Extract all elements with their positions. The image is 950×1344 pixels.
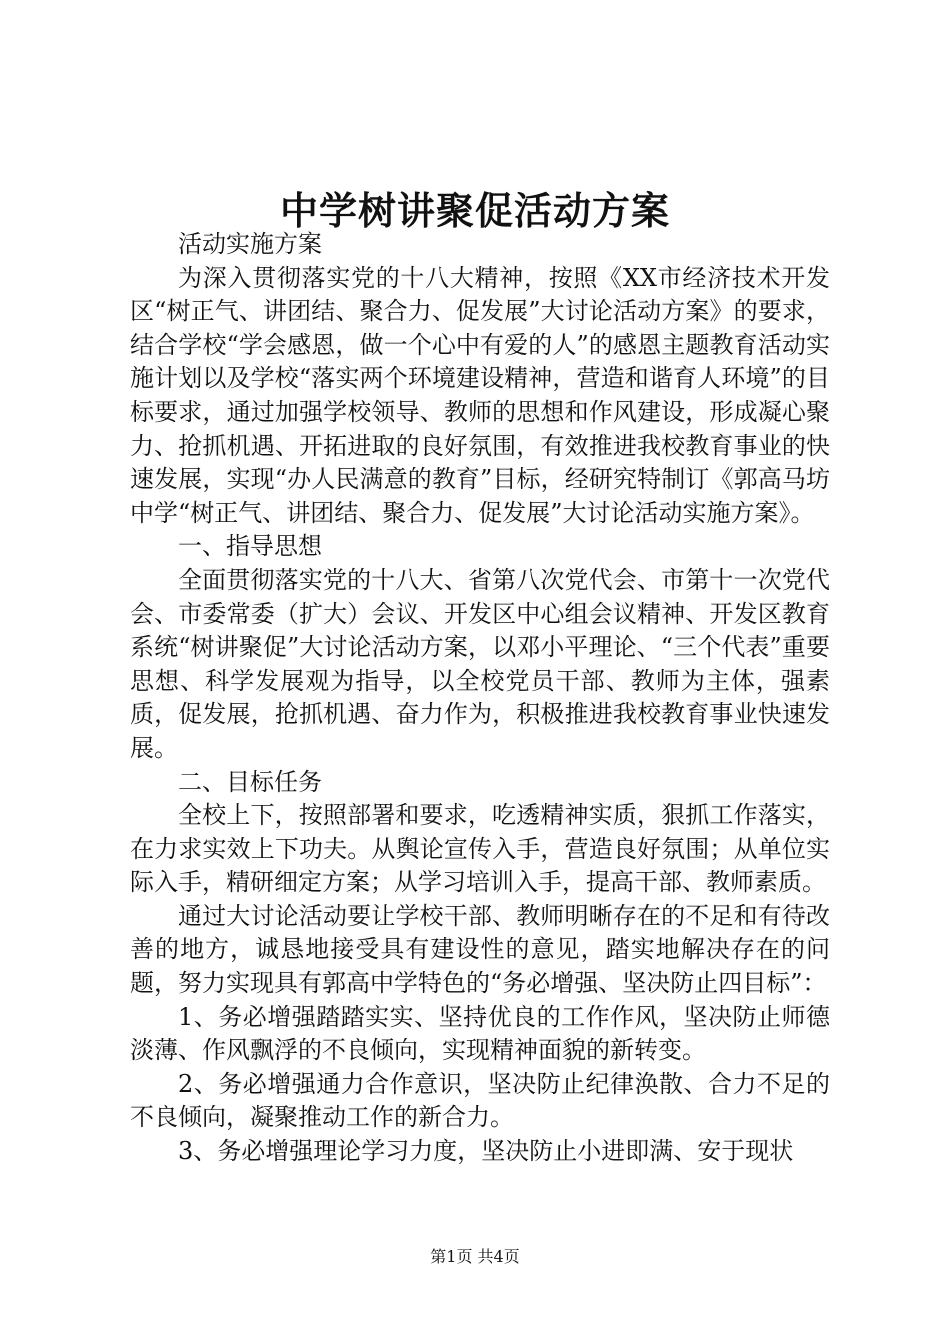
paragraph: 全校上下，按照部署和要求，吃透精神实质，狠抓工作落实，在力求实效上下功夫。从舆论宣传入手，营造良好氛围；从单位实际入手，精研细定方案；从学习培训入手，提高干部、教师素质。 [130,801,830,897]
section-heading: 二、目标任务 [178,767,322,796]
paragraph: 通过大讨论活动要让学校干部、教师明晰存在的不足和有待改善的地方，诚恳地接受具有建设性的意见，踏实地解决存在的问题，努力实现具有郭高中学特色的“务必增强、坚决防止四目标”： [130,901,830,998]
paragraph: 活动实施方案 [178,230,322,258]
page-number: 第1页 共4页 [430,1247,520,1266]
page-title: 中学树讲聚促活动方案 [279,189,670,233]
paragraph: 为深入贯彻落实党的十八大精神，按照《XX市经济技术开发区“树正气、讲团结、聚合力、促发展”大讨论活动方案》的要求，结合学校“学会感恩，做一个心中有爱的人”的感恩主题教育活动实施计划以及学校“落实两个环境建设精神，营造和谐育人环境”的目标要求，通过加强学校领导、教师的思想和作风建设，形成凝心聚力、抢抓机遇、开拓进取的良好氛围，有效推进我校教育事业的快速发展，实现“办人民满意的教育”目标，经研究特制订《郭高马坊中学“树正气、讲团结、聚合力、促发展”大讨论活动实施方案》。 [130,263,830,527]
paragraph: 全面贯彻落实党的十八大、省第八次党代会、市第十一次党代会、市委常委（扩大）会议、开发区中心组会议精神、开发区教育系统“树讲聚促”大讨论活动方案，以邓小平理论、“三个代表”重要思想、科学发展观为指导，以全校党员干部、教师为主体，强素质，促发展，抢抓机遇、奋力作为，积极推进我校教育事业快速发展。 [130,565,830,762]
list-item: 3、务必增强理论学习力度，坚决防止小进即满、安于现状 [178,1137,794,1166]
document-body [130,228,830,1169]
list-item: 1、务必增强踏踏实实、坚持优良的工作作风，坚决防止师德淡薄、作风飘浮的不良倾向，实现精神面貌的新转变。 [130,1002,830,1065]
list-item: 2、务必增强通力合作意识，坚决防止纪律涣散、合力不足的不良倾向，凝聚推动工作的新合力。 [130,1069,830,1132]
section-heading: 一、指导思想 [178,532,322,561]
